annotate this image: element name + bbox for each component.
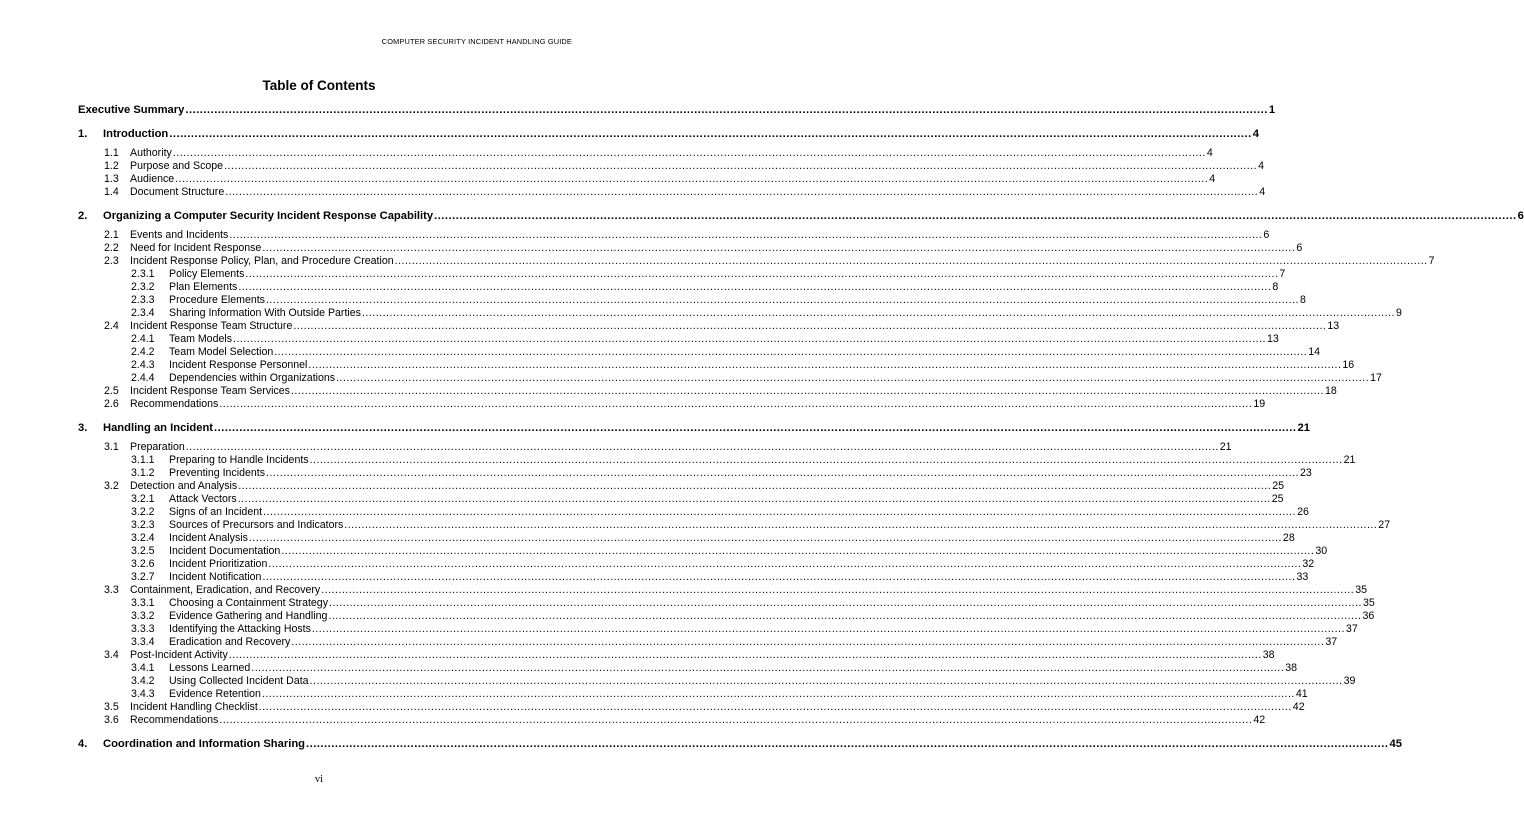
toc-entry[interactable] — [131, 506, 1309, 519]
toc-entry-title: Authority — [130, 147, 172, 159]
dot-leader: ............................................................................................................................................................................................................................................................................................................ — [251, 662, 1285, 674]
toc-entry-number: 2.4 — [104, 320, 119, 332]
toc-entry[interactable] — [104, 173, 1216, 186]
toc-entry-title: Preparation — [130, 441, 185, 453]
toc-entry-number: 3.4.1 — [131, 662, 155, 674]
toc-entry-number: 3.4.2 — [131, 675, 155, 687]
toc-entry-title: Procedure Elements — [169, 294, 265, 306]
dot-leader: ............................................................................................................................................................................................................................................................................................................ — [238, 480, 1272, 492]
dot-leader: ............................................................................................................................................................................................................................................................................................................ — [224, 160, 1258, 172]
toc-entry-page: 8 — [1299, 294, 1306, 306]
toc-entry[interactable] — [78, 422, 1310, 435]
toc-entry-title: Evidence Retention — [169, 688, 261, 700]
dot-leader: ............................................................................................................................................................................................................................................................................................................ — [329, 597, 1362, 609]
toc-entry-number: 3.2.1 — [131, 493, 155, 505]
toc-entry-page: 35 — [1363, 597, 1375, 609]
toc-entry[interactable] — [131, 597, 1375, 610]
toc-entry-title: Organizing a Computer Security Incident Response Capability — [103, 210, 434, 222]
dot-leader: ............................................................................................................................................................................................................................................................................................................ — [245, 268, 1279, 280]
dot-leader: ............................................................................................................................................................................................................................................................................................................ — [169, 128, 1252, 140]
dot-leader: ............................................................................................................................................................................................................................................................................................................ — [219, 714, 1253, 726]
toc-entry-title: Incident Response Personnel — [169, 359, 308, 371]
toc-entry-title: Evidence Gathering and Handling — [169, 610, 328, 622]
toc-entry[interactable] — [104, 147, 1213, 160]
toc-entry[interactable] — [131, 610, 1375, 623]
dot-leader: ............................................................................................................................................................................................................................................................................................................ — [328, 610, 1362, 622]
dot-leader: ............................................................................................................................................................................................................................................................................................................ — [248, 532, 1282, 544]
toc-entry[interactable] — [104, 242, 1303, 255]
toc-entry[interactable] — [104, 398, 1266, 411]
toc-entry-number: 3.3.4 — [131, 636, 155, 648]
dot-leader: ............................................................................................................................................................................................................................................................................................................ — [214, 422, 1297, 434]
toc-entry[interactable] — [131, 558, 1315, 571]
toc-entry-number: 3.2.3 — [131, 519, 155, 531]
toc-entry-number: 3.2.7 — [131, 571, 155, 583]
dot-leader: ............................................................................................................................................................................................................................................................................................................ — [344, 519, 1378, 531]
toc-entry-number: 2.3.1 — [131, 268, 155, 280]
toc-entry-title: Audience — [130, 173, 175, 185]
toc-entry[interactable] — [78, 738, 1402, 751]
dot-leader: ............................................................................................................................................................................................................................................................................................................ — [262, 242, 1296, 254]
toc-entry-page: 41 — [1295, 688, 1308, 700]
toc-entry-title: Incident Response Team Services — [130, 385, 290, 397]
toc-entry-title: Preventing Incidents — [169, 467, 265, 479]
dot-leader: ............................................................................................................................................................................................................................................................................................................ — [175, 173, 1209, 185]
toc-entry-title: Recommendations — [130, 714, 219, 726]
toc-entry-title: Identifying the Attacking Hosts — [169, 623, 311, 635]
toc-entry-page: 38 — [1262, 649, 1275, 661]
toc-entry-page: 4 — [1259, 186, 1266, 198]
toc-entry-page: 45 — [1389, 738, 1402, 750]
dot-leader: ............................................................................................................................................................................................................................................................................................................ — [306, 738, 1389, 750]
toc-entry-page: 33 — [1296, 571, 1309, 583]
toc-entry[interactable] — [104, 255, 1435, 268]
toc-entry-title: Executive Summary — [78, 104, 185, 116]
page-title: Table of Contents — [262, 78, 376, 93]
dot-leader: ............................................................................................................................................................................................................................................................................................................ — [321, 584, 1355, 596]
toc-entry-page: 26 — [1297, 506, 1309, 518]
toc-entry-number: 2.1 — [104, 229, 119, 241]
toc-entry-number: 3.3.1 — [131, 597, 155, 609]
toc-entry-page: 4 — [1209, 173, 1216, 185]
toc-entry-page: 38 — [1285, 662, 1298, 674]
toc-entry-number: 1.3 — [104, 173, 119, 185]
toc-entry-page: 23 — [1300, 467, 1312, 479]
toc-entry-number: 3.4 — [104, 649, 119, 661]
toc-entry-page: 37 — [1345, 623, 1358, 635]
dot-leader: ............................................................................................................................................................................................................................................................................................................ — [225, 186, 1259, 198]
toc-entry[interactable] — [104, 441, 1232, 454]
toc-entry-title: Incident Documentation — [169, 545, 281, 557]
toc-entry-number: 2.3.3 — [131, 294, 155, 306]
toc-entry-page: 28 — [1282, 532, 1295, 544]
dot-leader: ............................................................................................................................................................................................................................................................................................................ — [265, 294, 1299, 306]
toc-entry-page: 19 — [1253, 398, 1266, 410]
toc-entry-title: Lessons Learned — [169, 662, 251, 674]
page-number: vi — [314, 774, 324, 785]
dot-leader: ............................................................................................................................................................................................................................................................................................................ — [261, 688, 1295, 700]
toc-entry-page: 7 — [1279, 268, 1286, 280]
toc-entry[interactable] — [104, 229, 1270, 242]
toc-entry[interactable] — [104, 320, 1340, 333]
toc-entry-page: 17 — [1370, 372, 1382, 384]
dot-leader: ............................................................................................................................................................................................................................................................................................................ — [219, 398, 1253, 410]
toc-entry[interactable] — [78, 128, 1259, 141]
toc-entry[interactable] — [131, 281, 1279, 294]
toc-entry-title: Incident Response Team Structure — [130, 320, 293, 332]
dot-leader: ............................................................................................................................................................................................................................................................................................................ — [172, 147, 1206, 159]
toc-entry-page: 27 — [1378, 519, 1391, 531]
toc-entry[interactable] — [131, 519, 1391, 532]
toc-entry-number: 1.4 — [104, 186, 119, 198]
toc-entry-number: 3.1 — [104, 441, 119, 453]
toc-entry[interactable] — [78, 104, 1276, 117]
toc-entry-title: Need for Incident Response — [130, 242, 262, 254]
toc-entry-number: 2.3.4 — [131, 307, 155, 319]
toc-entry-title: Events and Incidents — [130, 229, 229, 241]
toc-entry-page: 9 — [1395, 307, 1402, 319]
toc-entry[interactable] — [131, 359, 1355, 372]
toc-entry-title: Introduction — [103, 128, 169, 140]
toc-entry[interactable] — [131, 688, 1308, 701]
toc-entry-number: 2. — [78, 210, 88, 222]
toc-entry[interactable] — [104, 385, 1337, 398]
toc-entry-page: 35 — [1355, 584, 1367, 596]
toc-entry-number: 1.1 — [104, 147, 119, 159]
toc-entry[interactable] — [131, 467, 1312, 480]
toc-entry-title: Detection and Analysis — [130, 480, 238, 492]
toc-entry-number: 2.3.2 — [131, 281, 155, 293]
toc-entry-page: 39 — [1343, 675, 1356, 687]
dot-leader: ............................................................................................................................................................................................................................................................................................................ — [394, 255, 1428, 267]
toc-entry-page: 6 — [1517, 210, 1524, 222]
toc-entry-title: Using Collected Incident Data — [169, 675, 309, 687]
toc-entry-number: 2.4.3 — [131, 359, 155, 371]
dot-leader: ............................................................................................................................................................................................................................................................................................................ — [274, 346, 1308, 358]
toc-entry-number: 1.2 — [104, 160, 119, 172]
toc-entry[interactable] — [131, 372, 1382, 385]
toc-entry[interactable] — [104, 160, 1264, 173]
toc-entry-title: Team Models — [169, 333, 232, 345]
toc-entry-title: Policy Elements — [169, 268, 245, 280]
toc-entry-number: 3.3.3 — [131, 623, 155, 635]
toc-entry-page: 21 — [1297, 422, 1310, 434]
toc-entry[interactable] — [131, 571, 1309, 584]
dot-leader: ............................................................................................................................................................................................................................................................................................................ — [434, 210, 1517, 222]
dot-leader: ............................................................................................................................................................................................................................................................................................................ — [238, 281, 1272, 293]
toc-entry[interactable] — [131, 545, 1328, 558]
toc-entry-page: 13 — [1267, 333, 1279, 345]
toc-entry-title: Coordination and Information Sharing — [103, 738, 305, 750]
toc-entry[interactable] — [131, 623, 1358, 636]
toc-entry-title: Eradication and Recovery — [169, 636, 291, 648]
toc-entry[interactable] — [131, 268, 1286, 281]
toc-entry[interactable] — [104, 584, 1367, 597]
dot-leader: ............................................................................................................................................................................................................................................................................................................ — [266, 467, 1299, 479]
toc-entry[interactable] — [131, 454, 1356, 467]
toc-entry-number: 3.2.2 — [131, 506, 155, 518]
toc-entry-number: 2.4.1 — [131, 333, 155, 345]
toc-entry-page: 21 — [1219, 441, 1232, 453]
toc-entry-number: 3.2.5 — [131, 545, 155, 557]
toc-entry-page: 7 — [1428, 255, 1435, 267]
toc-entry-number: 3.5 — [104, 701, 119, 713]
toc-entry-title: Incident Response Policy, Plan, and Procedure Creation — [130, 255, 394, 267]
toc-entry-page: 16 — [1342, 359, 1355, 371]
toc-entry-number: 3.2 — [104, 480, 119, 492]
toc-entry-page: 13 — [1327, 320, 1340, 332]
toc-entry-number: 3.1.1 — [131, 454, 155, 466]
dot-leader: ............................................................................................................................................................................................................................................................................................................ — [258, 701, 1292, 713]
toc-entry-title: Handling an Incident — [103, 422, 214, 434]
toc-entry[interactable] — [104, 649, 1275, 662]
toc-entry[interactable] — [104, 701, 1305, 714]
toc-entry-title: Sharing Information With Outside Parties — [169, 307, 361, 319]
toc-entry-title: Document Structure — [130, 186, 225, 198]
dot-leader: ............................................................................................................................................................................................................................................................................................................ — [311, 623, 1345, 635]
toc-entry[interactable] — [131, 493, 1284, 506]
toc-entry-number: 4. — [78, 738, 88, 750]
toc-entry-number: 3.3.2 — [131, 610, 155, 622]
toc-entry-page: 32 — [1302, 558, 1315, 570]
toc-entry-title: Preparing to Handle Incidents — [169, 454, 309, 466]
toc-entry-page: 4 — [1252, 128, 1259, 140]
dot-leader: ............................................................................................................................................................................................................................................................................................................ — [293, 320, 1327, 332]
toc-entry-title: Team Model Selection — [169, 346, 274, 358]
toc-entry-title: Incident Handling Checklist — [130, 701, 258, 713]
toc-entry-number: 3. — [78, 422, 88, 434]
toc-entry-title: Incident Notification — [169, 571, 262, 583]
toc-entry-page: 37 — [1325, 636, 1338, 648]
toc-entry-number: 2.4.4 — [131, 372, 155, 384]
toc-entry[interactable] — [131, 307, 1402, 320]
toc-entry-number: 3.2.6 — [131, 558, 155, 570]
toc-entry-title: Recommendations — [130, 398, 219, 410]
toc-entry-page: 4 — [1206, 147, 1213, 159]
toc-entry-page: 14 — [1308, 346, 1321, 358]
toc-entry[interactable] — [131, 636, 1338, 649]
toc-entry-title: Purpose and Scope — [130, 160, 224, 172]
toc-entry-number: 2.3 — [104, 255, 119, 267]
toc-entry-title: Attack Vectors — [169, 493, 237, 505]
toc-entry-number: 3.1.2 — [131, 467, 155, 479]
dot-leader: ............................................................................................................................................................................................................................................................................................................ — [229, 229, 1263, 241]
toc-entry-page: 25 — [1272, 480, 1284, 492]
toc-entry-number: 3.6 — [104, 714, 119, 726]
toc-entry[interactable] — [131, 346, 1321, 359]
dot-leader: ............................................................................................................................................................................................................................................................................................................ — [290, 385, 1324, 397]
toc-entry-page: 30 — [1315, 545, 1328, 557]
dot-leader: ............................................................................................................................................................................................................................................................................................................ — [268, 558, 1302, 570]
toc-entry-title: Post-Incident Activity — [130, 649, 228, 661]
toc-entry-page: 8 — [1272, 281, 1279, 293]
dot-leader: ............................................................................................................................................................................................................................................................................................................ — [237, 493, 1271, 505]
toc-entry-page: 42 — [1292, 701, 1305, 713]
toc-entry[interactable] — [131, 333, 1279, 346]
toc-entry-number: 3.2.4 — [131, 532, 155, 544]
toc-entry-page: 4 — [1258, 160, 1264, 172]
dot-leader: ............................................................................................................................................................................................................................................................................................................ — [336, 372, 1370, 384]
toc-entry-title: Plan Elements — [169, 281, 238, 293]
dot-leader: ............................................................................................................................................................................................................................................................................................................ — [309, 675, 1343, 687]
toc-entry[interactable] — [131, 532, 1295, 545]
toc-entry-page: 6 — [1263, 229, 1270, 241]
toc-entry-number: 3.3 — [104, 584, 119, 596]
toc-entry[interactable] — [131, 294, 1306, 307]
toc-entry[interactable] — [78, 210, 1524, 223]
toc-entry-number: 2.6 — [104, 398, 119, 410]
toc-entry-number: 2.2 — [104, 242, 119, 254]
dot-leader: ............................................................................................................................................................................................................................................................................................................ — [262, 571, 1296, 583]
dot-leader: ............................................................................................................................................................................................................................................................................................................ — [233, 333, 1266, 345]
toc-entry-page: 42 — [1253, 714, 1266, 726]
toc-entry[interactable] — [104, 480, 1284, 493]
toc-entry-number: 3.4.3 — [131, 688, 155, 700]
toc-entry-page: 1 — [1268, 104, 1276, 116]
toc-entry-page: 36 — [1362, 610, 1375, 622]
dot-leader: ............................................................................................................................................................................................................................................................................................................ — [185, 441, 1219, 453]
toc-entry-title: Signs of an Incident — [169, 506, 263, 518]
toc-entry[interactable] — [131, 662, 1298, 675]
dot-leader: ............................................................................................................................................................................................................................................................................................................ — [361, 307, 1395, 319]
toc-entry-title: Choosing a Containment Strategy — [169, 597, 328, 609]
dot-leader: ............................................................................................................................................................................................................................................................................................................ — [308, 359, 1342, 371]
toc-entry-page: 21 — [1343, 454, 1356, 466]
toc-entry-page: 6 — [1296, 242, 1303, 254]
dot-leader: ............................................................................................................................................................................................................................................................................................................ — [263, 506, 1297, 518]
dot-leader: ............................................................................................................................................................................................................................................................................................................ — [291, 636, 1325, 648]
toc-entry-page: 25 — [1271, 493, 1284, 505]
toc-entry-title: Incident Prioritization — [169, 558, 268, 570]
toc-entry[interactable] — [104, 714, 1266, 727]
running-header: COMPUTER SECURITY INCIDENT HANDLING GUIDE — [381, 37, 572, 46]
dot-leader: ............................................................................................................................................................................................................................................................................................................ — [228, 649, 1262, 661]
toc-entry-title: Containment, Eradication, and Recovery — [130, 584, 321, 596]
toc-entry-number: 2.5 — [104, 385, 119, 397]
toc-entry-page: 18 — [1324, 385, 1337, 397]
toc-entry-number: 1. — [78, 128, 88, 140]
toc-entry-number: 2.4.2 — [131, 346, 155, 358]
toc-entry[interactable] — [131, 675, 1356, 688]
toc-entry[interactable] — [104, 186, 1266, 199]
dot-leader: ............................................................................................................................................................................................................................................................................................................ — [281, 545, 1315, 557]
dot-leader: ............................................................................................................................................................................................................................................................................................................ — [309, 454, 1343, 466]
dot-leader: ............................................................................................................................................................................................................................................................................................................ — [185, 104, 1268, 116]
toc-entry-title: Incident Analysis — [169, 532, 248, 544]
toc-entry-title: Sources of Precursors and Indicators — [169, 519, 344, 531]
toc-entry-title: Dependencies within Organizations — [169, 372, 336, 384]
